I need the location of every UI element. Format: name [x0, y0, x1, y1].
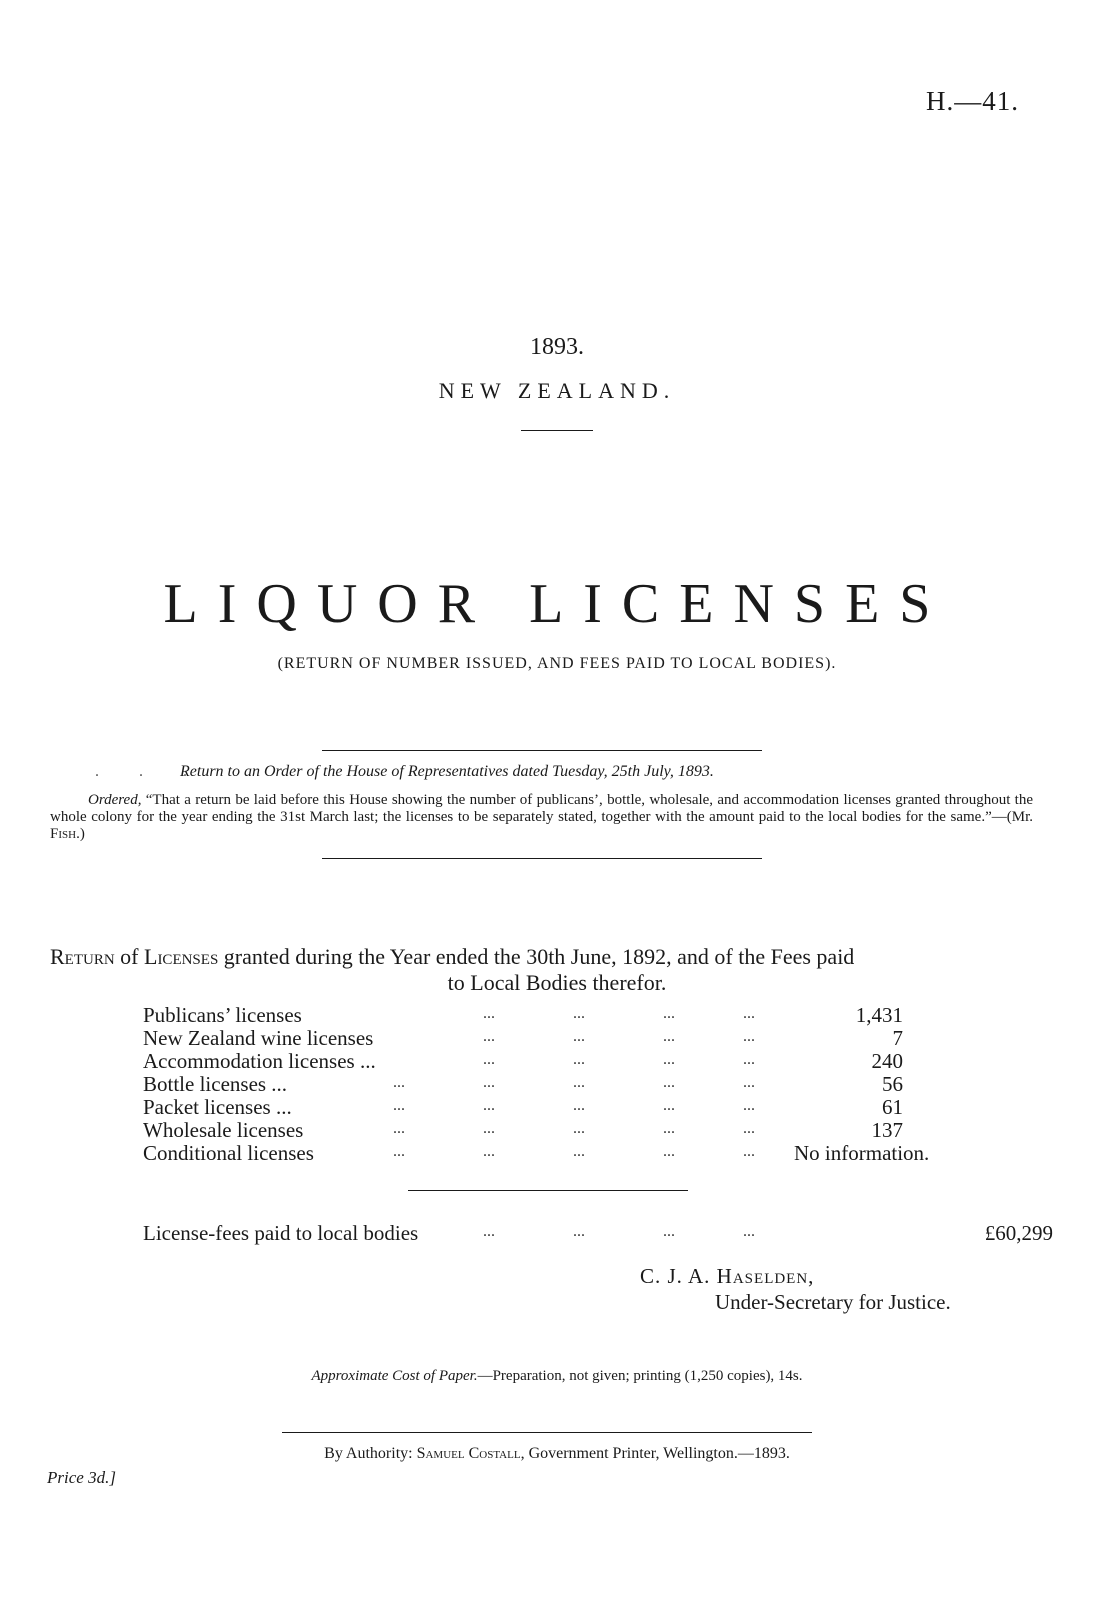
- order-closing: .): [76, 826, 85, 842]
- cost-label: Approximate Cost of Paper.: [311, 1368, 478, 1384]
- return-heading: [50, 945, 1034, 969]
- leader-dots: ...: [663, 1097, 675, 1114]
- document-number: H.—41.: [926, 86, 1019, 116]
- order-bottom-rule: [322, 858, 762, 859]
- leader-dots: ...: [483, 1028, 495, 1045]
- authority-suffix: , Government Printer, Wellington.—1893.: [520, 1445, 790, 1462]
- leader-dots: ...: [663, 1074, 675, 1091]
- leader-dots: ...: [573, 1005, 585, 1022]
- return-heading-word1: Return: [50, 944, 115, 969]
- country-heading: NEW ZEALAND.: [438, 378, 676, 403]
- leader-dots: ...: [573, 1120, 585, 1137]
- return-heading-word2: Licenses: [144, 944, 219, 969]
- leader-dots: ...: [743, 1028, 755, 1045]
- leader-dots: ...: [483, 1074, 495, 1091]
- license-label: Accommodation licenses ...: [143, 1049, 376, 1073]
- leading-dots: . . .: [95, 763, 205, 780]
- license-row-conditional: [143, 1141, 973, 1165]
- leader-dots: ...: [743, 1097, 755, 1114]
- document-title: LIQUOR LICENSES: [163, 573, 951, 635]
- document-subtitle: (RETURN OF NUMBER ISSUED, AND FEES PAID TO LOCAL BODIES).: [277, 655, 837, 672]
- leader-dots: ...: [393, 1097, 405, 1114]
- cost-text: —Preparation, not given; printing (1,250 copies), 14s.: [477, 1368, 803, 1384]
- leader-dots: ...: [663, 1223, 675, 1240]
- license-label: Conditional licenses: [143, 1141, 314, 1165]
- leader-dots: ...: [663, 1005, 675, 1022]
- order-top-rule: [322, 750, 762, 751]
- fees-row: [143, 1221, 1053, 1247]
- license-value: 7: [892, 1026, 903, 1050]
- signatory-name: C. J. A. Haselden,: [640, 1264, 815, 1288]
- license-label: Wholesale licenses: [143, 1118, 304, 1142]
- license-row-bottle: [143, 1072, 973, 1096]
- fees-value: £60,299: [984, 1221, 1053, 1245]
- license-row-publicans: [143, 1003, 973, 1027]
- leader-dots: ...: [663, 1028, 675, 1045]
- footer-rule: [282, 1432, 812, 1433]
- leader-dots: ...: [393, 1120, 405, 1137]
- return-heading-part1: of: [114, 944, 144, 969]
- leader-dots: ...: [483, 1005, 495, 1022]
- license-label: New Zealand wine licenses: [143, 1026, 374, 1050]
- license-value: 61: [882, 1095, 903, 1119]
- license-value: No information.: [794, 1141, 930, 1165]
- license-value: 137: [871, 1118, 903, 1142]
- signatory-title: Under-Secretary for Justice.: [715, 1290, 951, 1314]
- order-mover: Fish: [50, 826, 77, 842]
- leader-dots: ...: [743, 1223, 755, 1240]
- license-label: Publicans’ licenses: [143, 1003, 302, 1027]
- order-text: [50, 792, 1033, 843]
- license-value: 56: [882, 1072, 903, 1096]
- leader-dots: ...: [483, 1223, 495, 1240]
- leader-dots: ...: [393, 1074, 405, 1091]
- license-row-wine: [143, 1026, 973, 1050]
- leader-dots: ...: [483, 1051, 495, 1068]
- table-separator-rule: [408, 1190, 688, 1191]
- leader-dots: ...: [573, 1051, 585, 1068]
- order-body: “That a return be laid before this House showing the number of publicans’, bottle, wholesale, and accommodation licenses granted throughout the whole colony for the year ending the 31st March last; the licenses to be separately stated, together with the amount paid to the local bodies for the same.”—(Mr.: [50, 792, 1033, 825]
- cost-of-paper: [0, 1368, 1114, 1385]
- leader-dots: ...: [663, 1120, 675, 1137]
- license-label: Bottle licenses ...: [143, 1072, 288, 1096]
- leader-dots: ...: [393, 1143, 405, 1160]
- leader-dots: ...: [663, 1143, 675, 1160]
- fees-label: License-fees paid to local bodies: [143, 1221, 419, 1245]
- leader-dots: ...: [743, 1051, 755, 1068]
- return-heading-line2: to Local Bodies therefor.: [447, 970, 667, 995]
- license-row-accommodation: [143, 1049, 973, 1073]
- ordered-word: Ordered,: [88, 792, 142, 808]
- leader-dots: ...: [483, 1143, 495, 1160]
- leader-dots: ...: [573, 1223, 585, 1240]
- license-value: 1,431: [855, 1003, 903, 1027]
- leader-dots: ...: [573, 1143, 585, 1160]
- leader-dots: ...: [663, 1051, 675, 1068]
- price-note: Price 3d.]: [47, 1468, 116, 1487]
- leader-dots: ...: [573, 1074, 585, 1091]
- leader-dots: ...: [743, 1074, 755, 1091]
- leader-dots: ...: [743, 1005, 755, 1022]
- return-heading-part2: granted during the Year ended the 30th June, 1892, and of the Fees paid: [218, 944, 855, 969]
- license-row-wholesale: [143, 1118, 973, 1142]
- leader-dots: ...: [743, 1143, 755, 1160]
- authority-prefix: By Authority:: [324, 1445, 417, 1462]
- license-value: 240: [871, 1049, 903, 1073]
- masthead-rule: [521, 430, 593, 431]
- printer-name: Samuel Costall: [416, 1445, 521, 1462]
- printer-authority: [0, 1445, 1114, 1463]
- publication-year: 1893.: [530, 334, 584, 360]
- license-row-packet: [143, 1095, 973, 1119]
- return-order-line: Return to an Order of the House of Representatives dated Tuesday, 25th July, 1893.: [180, 763, 714, 780]
- leader-dots: ...: [483, 1097, 495, 1114]
- leader-dots: ...: [483, 1120, 495, 1137]
- license-label: Packet licenses ...: [143, 1095, 292, 1119]
- leader-dots: ...: [573, 1028, 585, 1045]
- leader-dots: ...: [743, 1120, 755, 1137]
- leader-dots: ...: [573, 1097, 585, 1114]
